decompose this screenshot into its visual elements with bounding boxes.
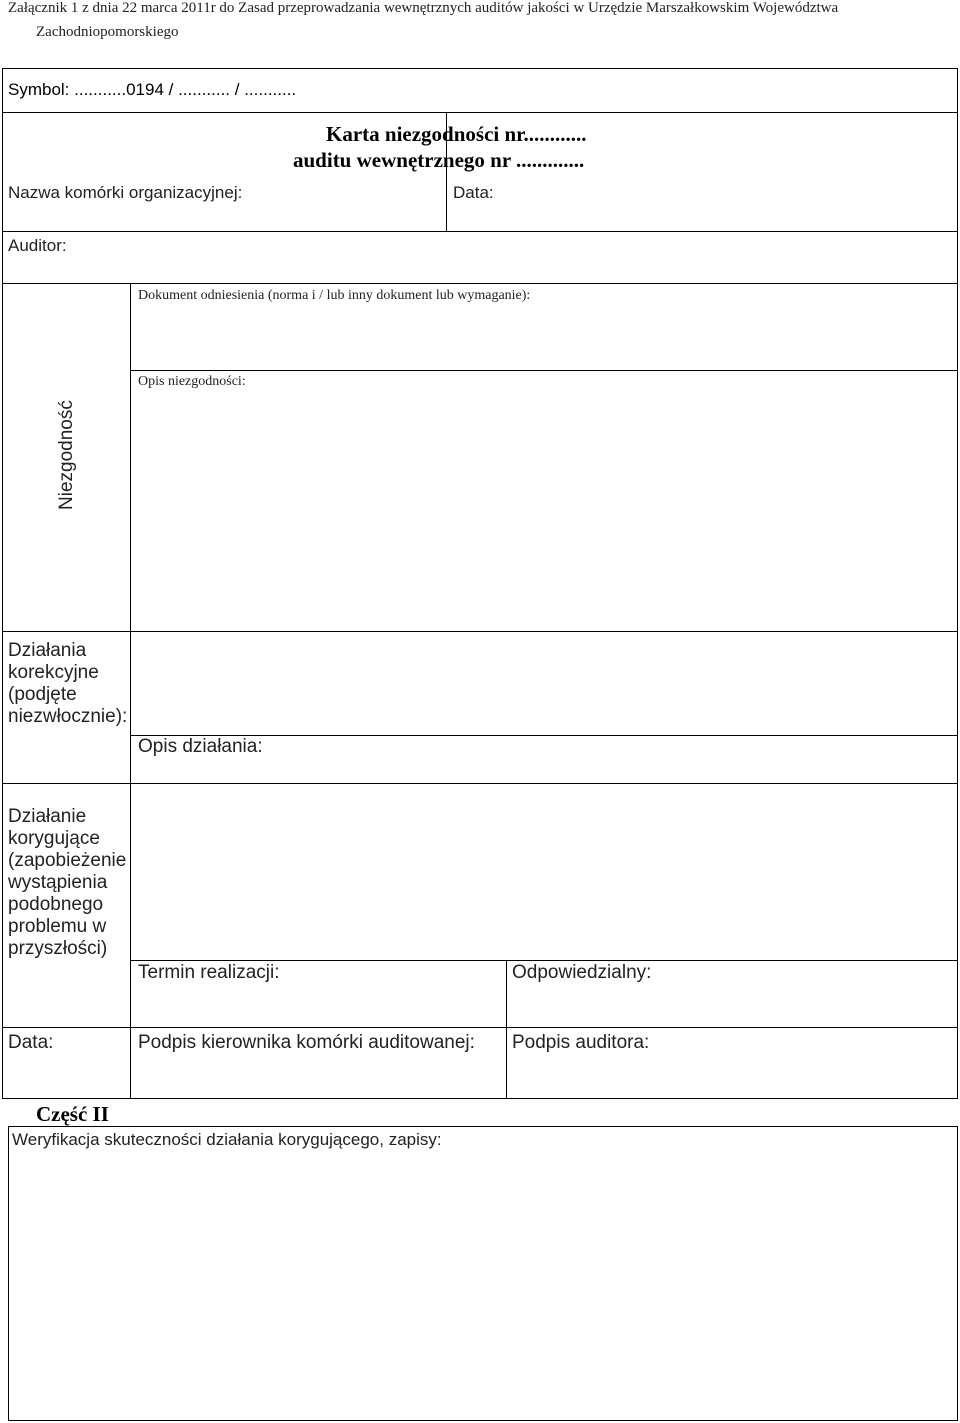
corrective-action-label: Działanie korygujące (zapobieżenie wystąpienia podobnego problemu w przyszłości) [8, 806, 127, 959]
audit-number-title: auditu wewnętrznego nr ............. [293, 148, 585, 172]
signature-date-label: Data: [8, 1032, 54, 1053]
deadline-label: Termin realizacji: [138, 962, 280, 983]
attachment-note-line2: Zachodniopomorskiego [36, 24, 179, 40]
nonconformity-side-label: Niezgodność [56, 400, 77, 510]
auditor-label: Auditor: [8, 236, 67, 255]
correction-label: Działania korekcyjne (podjęte niezwłocznie): [8, 640, 128, 727]
unit-name-label: Nazwa komórki organizacyjnej: [8, 183, 243, 202]
part-two-heading: Część II [36, 1102, 109, 1126]
reference-document-label: Dokument odniesienia (norma i / lub inny dokument lub wymaganie): [138, 288, 531, 303]
attachment-note-line1: Załącznik 1 z dnia 22 marca 2011r do Zasad przeprowadzania wewnętrznych auditów jakości w Urzędzie Marszałkowskim Województwa [8, 0, 839, 16]
symbol-field: Symbol: ...........0194 / ........... / ........... [8, 80, 297, 99]
date-label: Data: [453, 183, 494, 202]
nonconformity-description-label: Opis niezgodności: [138, 374, 246, 389]
responsible-label: Odpowiedzialny: [512, 962, 652, 983]
action-description-label: Opis działania: [138, 736, 263, 757]
verification-label: Weryfikacja skuteczności działania korygującego, zapisy: [12, 1130, 442, 1149]
manager-signature-label: Podpis kierownika komórki auditowanej: [138, 1032, 475, 1053]
auditor-signature-label: Podpis auditora: [512, 1032, 650, 1053]
card-title: Karta niezgodności nr............ [326, 122, 587, 146]
